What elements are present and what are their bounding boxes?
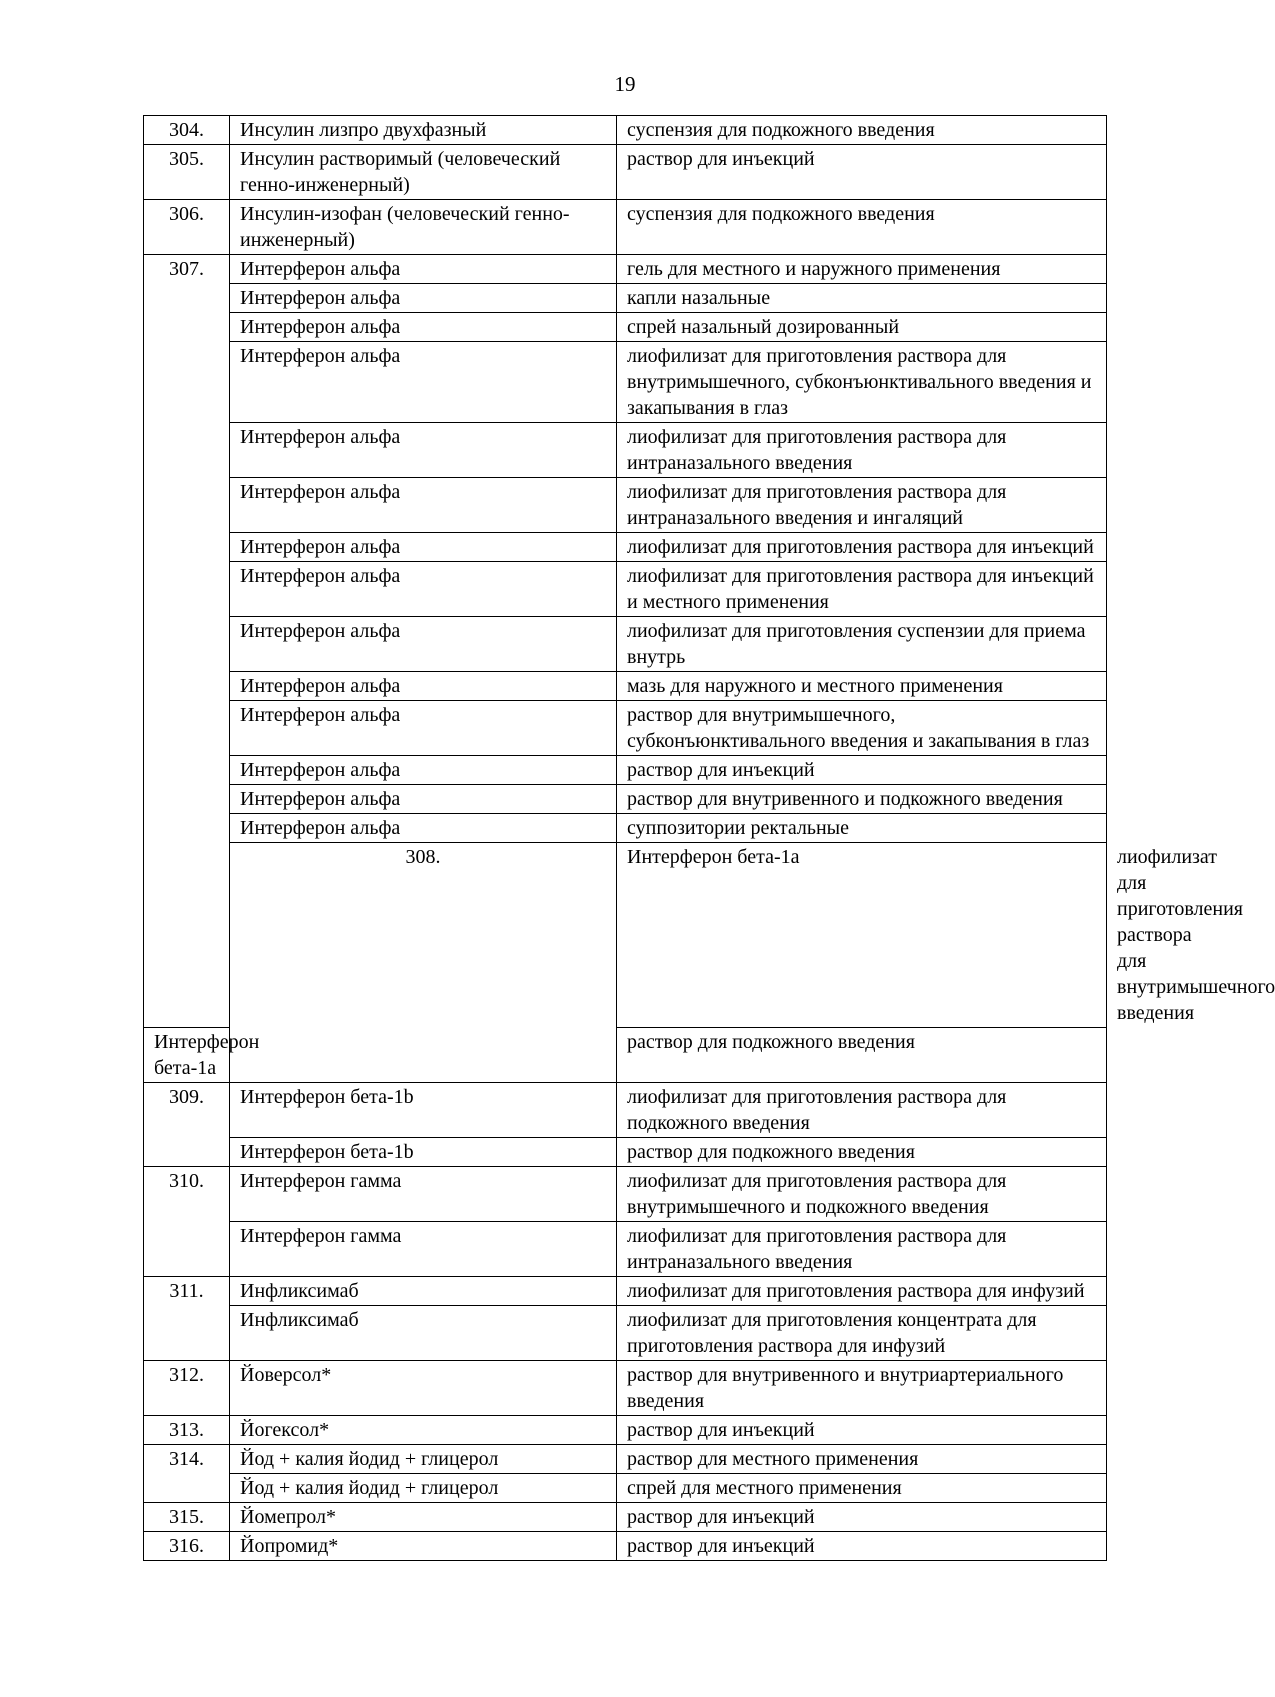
- dosage-form-cell: спрей назальный дозированный: [617, 313, 1107, 342]
- drug-name-cell: Интерферон бета-1a: [144, 1028, 230, 1083]
- row-number-cell: 311.: [144, 1277, 230, 1361]
- table-row: [144, 1083, 1107, 1138]
- table-row: [144, 533, 1107, 562]
- dosage-form-cell: лиофилизат для приготовления раствора для инъекций: [617, 533, 1107, 562]
- table-row: [144, 785, 1107, 814]
- table-row: [144, 1277, 1107, 1306]
- table-row: [144, 423, 1107, 478]
- table-row: [144, 284, 1107, 313]
- dosage-form-cell: лиофилизат для приготовления раствора для интраназального введения: [617, 1222, 1107, 1277]
- table-row: [144, 145, 1107, 200]
- table-row: [144, 200, 1107, 255]
- drug-name-cell: Интерферон альфа: [230, 756, 617, 785]
- row-number-cell: 309.: [144, 1083, 230, 1167]
- drug-name-cell: Интерферон альфа: [230, 342, 617, 423]
- dosage-form-cell: раствор для инъекций: [617, 1503, 1107, 1532]
- drug-name-cell: Интерферон гамма: [230, 1222, 617, 1277]
- dosage-form-cell: раствор для инъекций: [617, 756, 1107, 785]
- table-row: [144, 478, 1107, 533]
- row-number-cell: 305.: [144, 145, 230, 200]
- drug-name-cell: Инфликсимаб: [230, 1277, 617, 1306]
- table-row: [144, 1532, 1107, 1561]
- table-row: [144, 1503, 1107, 1532]
- row-number-cell: 306.: [144, 200, 230, 255]
- table-row: [144, 1361, 1107, 1416]
- dosage-form-cell: раствор для подкожного введения: [617, 1028, 1107, 1083]
- drug-name-cell: Йод + калия йодид + глицерол: [230, 1445, 617, 1474]
- table-row: 308. Интерферон бета-1a лиофилизат для приготовления раствора для внутримышечного введения: [144, 843, 1107, 1028]
- table-row: [144, 1445, 1107, 1474]
- drug-name-cell: Интерферон бета-1b: [230, 1083, 617, 1138]
- dosage-form-cell: лиофилизат для приготовления суспензии для приема внутрь: [617, 617, 1107, 672]
- drug-name-cell: Интерферон альфа: [230, 672, 617, 701]
- drug-name-cell: Интерферон альфа: [230, 701, 617, 756]
- table-row: [144, 1474, 1107, 1503]
- dosage-form-cell: лиофилизат для приготовления раствора для интраназального введения и ингаляций: [617, 478, 1107, 533]
- dosage-form-cell: лиофилизат для приготовления раствора для подкожного введения: [617, 1083, 1107, 1138]
- drug-name-cell: Интерферон альфа: [230, 533, 617, 562]
- table-row: [144, 313, 1107, 342]
- drug-name-cell: Интерферон альфа: [230, 478, 617, 533]
- dosage-form-cell: суспензия для подкожного введения: [617, 116, 1107, 145]
- drug-name-cell: Инсулин лизпро двухфазный: [230, 116, 617, 145]
- dosage-form-cell: лиофилизат для приготовления раствора для инъекций и местного применения: [617, 562, 1107, 617]
- drug-name-cell: Интерферон альфа: [230, 313, 617, 342]
- drug-name-cell: Интерферон гамма: [230, 1167, 617, 1222]
- row-number-cell: 307.: [144, 255, 230, 1028]
- drug-name-cell: Инфликсимаб: [230, 1306, 617, 1361]
- drug-name-cell: Интерферон альфа: [230, 284, 617, 313]
- dosage-form-cell: раствор для подкожного введения: [617, 1138, 1107, 1167]
- table-row: [144, 342, 1107, 423]
- table-row: [144, 1306, 1107, 1361]
- dosage-form-cell: мазь для наружного и местного применения: [617, 672, 1107, 701]
- drug-name-cell: Интерферон альфа: [230, 814, 617, 843]
- table-row: [144, 116, 1107, 145]
- dosage-form-cell: спрей для местного применения: [617, 1474, 1107, 1503]
- table-row: [144, 255, 1107, 284]
- dosage-form-cell: раствор для инъекций: [617, 1416, 1107, 1445]
- drug-name-cell: Йод + калия йодид + глицерол: [230, 1474, 617, 1503]
- table-row: [144, 756, 1107, 785]
- drug-name-cell: Интерферон альфа: [230, 785, 617, 814]
- dosage-form-cell: лиофилизат для приготовления раствора для интраназального введения: [617, 423, 1107, 478]
- drug-name-cell: Йоверсол*: [230, 1361, 617, 1416]
- dosage-form-cell: лиофилизат для приготовления раствора для внутримышечного и подкожного введения: [617, 1167, 1107, 1222]
- drug-name-cell: Йопромид*: [230, 1532, 617, 1561]
- drug-list-table: [143, 115, 1275, 1561]
- drug-name-cell: Интерферон бета-1a: [617, 843, 1107, 1028]
- dosage-form-cell: лиофилизат для приготовления раствора для внутримышечного, субконъюнктивального введения и закапывания в глаз: [617, 342, 1107, 423]
- table-row: [144, 814, 1107, 843]
- drug-name-cell: Интерферон альфа: [230, 255, 617, 284]
- row-number-cell: 314.: [144, 1445, 230, 1503]
- dosage-form-cell: капли назальные: [617, 284, 1107, 313]
- row-number-cell: 315.: [144, 1503, 230, 1532]
- dosage-form-cell: раствор для инъекций: [617, 1532, 1107, 1561]
- row-number-cell: 310.: [144, 1167, 230, 1277]
- row-number-cell: 312.: [144, 1361, 230, 1416]
- dosage-form-cell: суппозитории ректальные: [617, 814, 1107, 843]
- dosage-form-cell: суспензия для подкожного введения: [617, 200, 1107, 255]
- row-number-cell: 316.: [144, 1532, 230, 1561]
- table-row: [144, 562, 1107, 617]
- dosage-form-cell: раствор для инъекций: [617, 145, 1107, 200]
- dosage-form-cell: раствор для местного применения: [617, 1445, 1107, 1474]
- table-row: [144, 701, 1107, 756]
- row-number-cell: 304.: [144, 116, 230, 145]
- table-row: [144, 1138, 1107, 1167]
- drug-name-cell: Интерферон альфа: [230, 423, 617, 478]
- drug-name-cell: Инсулин растворимый (человеческий генно-инженерный): [230, 145, 617, 200]
- drug-name-cell: Интерферон альфа: [230, 562, 617, 617]
- table-row: [144, 617, 1107, 672]
- drug-name-cell: Йогексол*: [230, 1416, 617, 1445]
- table-row: [144, 1416, 1107, 1445]
- table-row: [144, 672, 1107, 701]
- dosage-form-cell: лиофилизат для приготовления концентрата для приготовления раствора для инфузий: [617, 1306, 1107, 1361]
- dosage-form-cell: гель для местного и наружного применения: [617, 255, 1107, 284]
- table-row: [144, 1222, 1107, 1277]
- drug-name-cell: Инсулин-изофан (человеческий генно-инженерный): [230, 200, 617, 255]
- drug-name-cell: Йомепрол*: [230, 1503, 617, 1532]
- dosage-form-cell: раствор для внутривенного и подкожного введения: [617, 785, 1107, 814]
- row-number-cell: 313.: [144, 1416, 230, 1445]
- drug-name-cell: Интерферон альфа: [230, 617, 617, 672]
- dosage-form-cell: раствор для внутривенного и внутриартериального введения: [617, 1361, 1107, 1416]
- page-number: 19: [614, 72, 636, 96]
- dosage-form-cell: лиофилизат для приготовления раствора для инфузий: [617, 1277, 1107, 1306]
- drug-name-cell: Интерферон бета-1b: [230, 1138, 617, 1167]
- dosage-form-cell: раствор для внутримышечного, субконъюнктивального введения и закапывания в глаз: [617, 701, 1107, 756]
- table-body: [144, 116, 1275, 1561]
- row-number-cell: 308.: [230, 843, 617, 1083]
- table-row: [144, 1167, 1107, 1222]
